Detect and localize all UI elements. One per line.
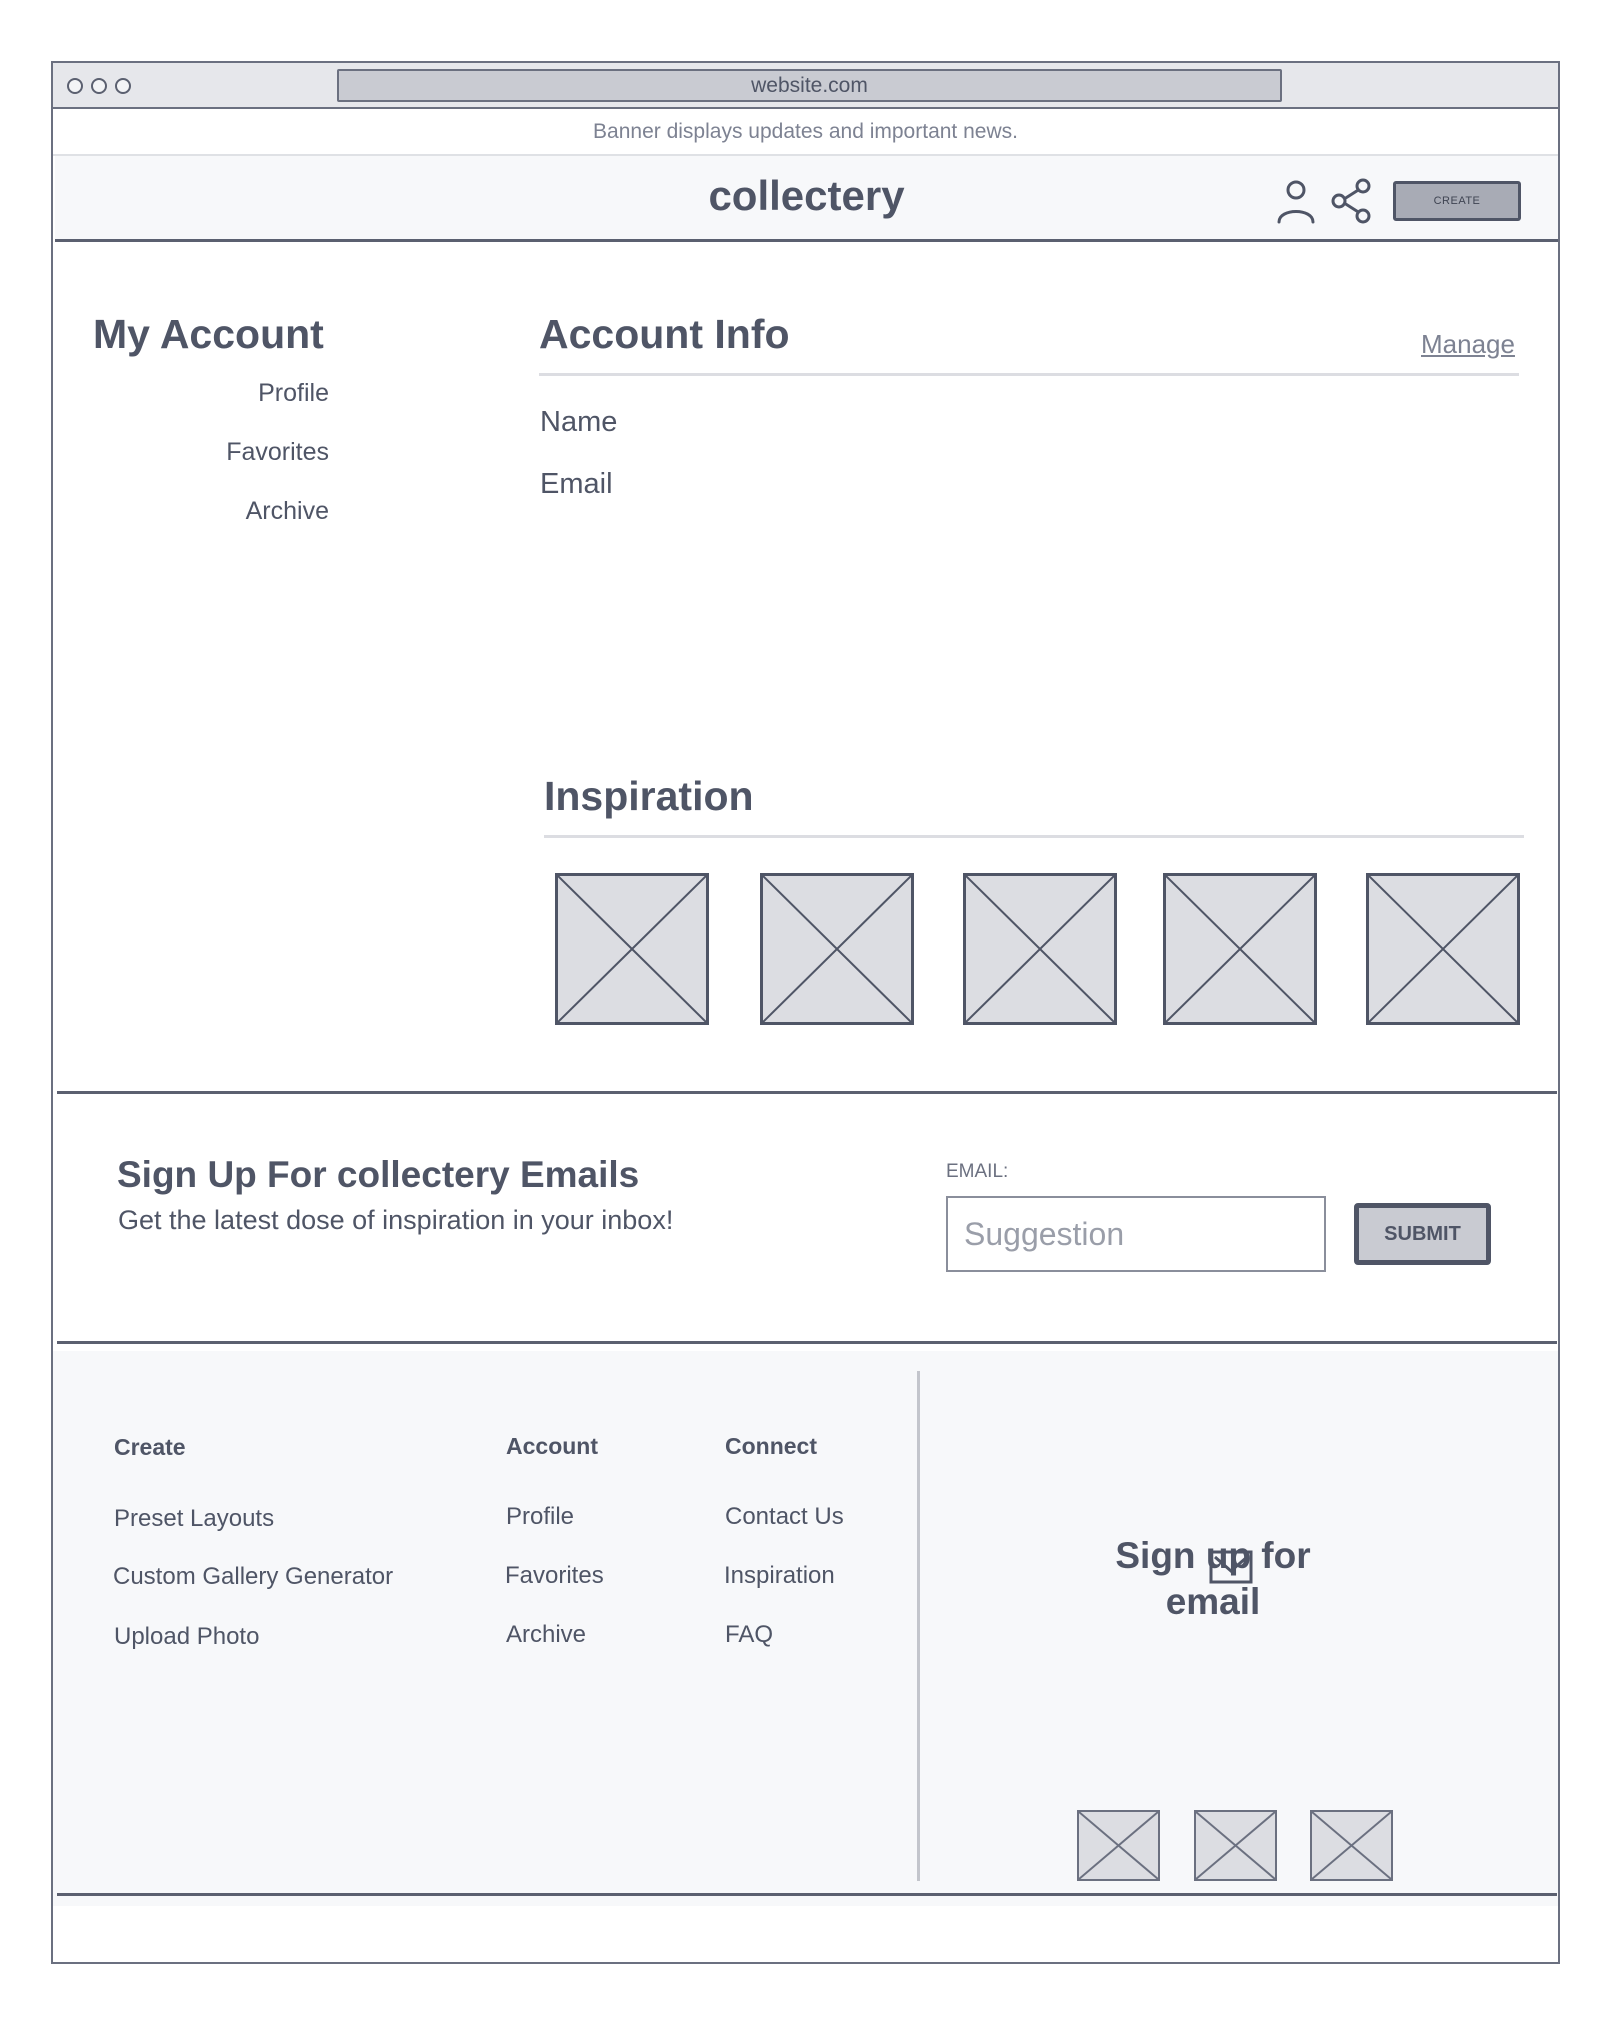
email-field-label: Email <box>540 468 613 500</box>
footer-heading-account: Account <box>506 1433 598 1459</box>
footer-bottom-divider <box>57 1893 1557 1896</box>
window-minimize-dot[interactable] <box>91 78 107 94</box>
footer-link-faq[interactable]: FAQ <box>725 1621 774 1648</box>
inspiration-rule <box>544 835 1524 838</box>
site-footer <box>53 1351 1558 1906</box>
social-image[interactable] <box>1194 1810 1277 1881</box>
section-divider <box>57 1091 1557 1094</box>
email-label: EMAIL: <box>946 1161 1009 1182</box>
inspiration-image[interactable] <box>1163 873 1317 1025</box>
share-icon[interactable] <box>1331 178 1373 224</box>
footer-link-contact-us[interactable]: Contact Us <box>725 1503 844 1530</box>
footer-link-custom-gallery-generator[interactable]: Custom Gallery Generator <box>113 1563 394 1590</box>
create-button[interactable]: CREATE <box>1393 181 1521 221</box>
sidebar-item-profile[interactable]: Profile <box>258 379 329 407</box>
footer-signup-text[interactable]: Sign up for email <box>1115 1535 1311 1622</box>
inspiration-image[interactable] <box>1366 873 1520 1025</box>
footer-heading-connect: Connect <box>725 1433 817 1459</box>
name-field-label: Name <box>540 406 618 438</box>
sidebar-title: My Account <box>93 311 324 357</box>
address-bar[interactable]: website.com <box>337 69 1282 102</box>
account-info-title: Account Info <box>539 311 790 357</box>
footer-link-preset-layouts[interactable]: Preset Layouts <box>114 1505 275 1532</box>
social-image[interactable] <box>1310 1810 1393 1881</box>
inspiration-image[interactable] <box>760 873 914 1025</box>
window-close-dot[interactable] <box>67 78 83 94</box>
footer-link-profile[interactable]: Profile <box>506 1503 575 1530</box>
email-signup-title: Sign Up For collectery Emails <box>117 1154 640 1195</box>
footer-link-favorites[interactable]: Favorites <box>505 1562 604 1589</box>
footer-link-inspiration[interactable]: Inspiration <box>724 1562 835 1589</box>
site-header <box>55 156 1558 242</box>
inspiration-image[interactable] <box>555 873 709 1025</box>
account-info-rule <box>539 373 1519 376</box>
inspiration-title: Inspiration <box>544 773 754 819</box>
footer-heading-create: Create <box>114 1434 186 1460</box>
window-maximize-dot[interactable] <box>115 78 131 94</box>
manage-link[interactable]: Manage <box>1421 329 1515 359</box>
footer-divider <box>917 1371 920 1881</box>
section-divider <box>57 1341 1557 1344</box>
user-icon[interactable] <box>1275 178 1317 224</box>
email-signup-subtitle: Get the latest dose of inspiration in your inbox! <box>118 1205 674 1235</box>
sidebar-item-archive[interactable]: Archive <box>245 497 329 525</box>
sidebar-item-favorites[interactable]: Favorites <box>226 438 329 466</box>
announcement-banner: Banner displays updates and important news. <box>53 109 1558 156</box>
browser-titlebar <box>53 63 1558 109</box>
footer-link-upload-photo[interactable]: Upload Photo <box>114 1623 260 1650</box>
inspiration-image[interactable] <box>963 873 1117 1025</box>
email-input[interactable] <box>946 1196 1326 1272</box>
submit-button[interactable]: SUBMIT <box>1354 1203 1491 1265</box>
browser-window <box>51 61 1560 1964</box>
footer-link-archive[interactable]: Archive <box>506 1621 587 1648</box>
site-logo[interactable]: collectery <box>708 172 905 219</box>
social-image[interactable] <box>1077 1810 1160 1881</box>
